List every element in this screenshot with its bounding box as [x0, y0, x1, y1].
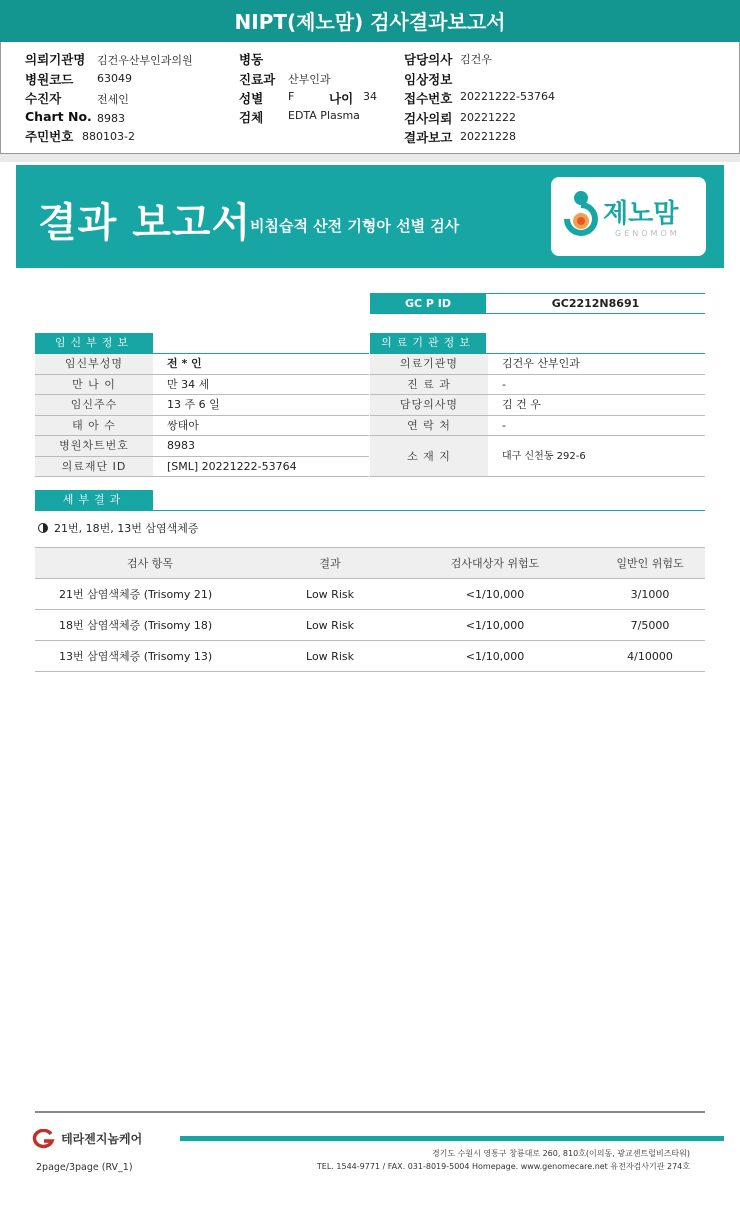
- table-cell: <1/10,000: [395, 579, 595, 610]
- info-value: 8983: [167, 439, 195, 452]
- info-value: 만 34 세: [167, 377, 210, 391]
- info-value: -: [502, 377, 506, 391]
- info-key: 의료기관명: [370, 354, 488, 374]
- result-banner: [16, 165, 724, 268]
- info-row: [35, 395, 369, 416]
- header-value: 63049: [97, 72, 132, 85]
- info-value: -: [502, 418, 506, 432]
- report-title: NIPT(제노맘) 검사결과보고서: [0, 0, 740, 42]
- info-value: 김 건 우: [502, 398, 541, 411]
- clinic-info-table: [370, 354, 705, 478]
- footer-divider: [35, 1111, 705, 1113]
- table-cell: Low Risk: [265, 610, 395, 641]
- header-label: 나이: [329, 91, 354, 106]
- info-row: [370, 375, 705, 396]
- info-key: 의료재단 ID: [35, 457, 153, 477]
- table-cell: 4/10000: [595, 641, 705, 672]
- header-label: 수진자: [25, 91, 62, 106]
- table-row: [35, 610, 705, 641]
- info-row: [370, 354, 705, 375]
- table-cell: Low Risk: [265, 579, 395, 610]
- table-cell: 13번 삼염색체증 (Trisomy 13): [35, 641, 265, 672]
- logo-text: 제노맘: [603, 199, 679, 229]
- header-value: EDTA Plasma: [288, 109, 360, 122]
- column-header: 검사대상자 위험도: [395, 548, 595, 579]
- info-value: 쌍태아: [167, 418, 199, 432]
- table-cell: <1/10,000: [395, 641, 595, 672]
- info-key: 병원차트번호: [35, 436, 153, 456]
- info-row: [370, 395, 705, 416]
- header-label: 진료과: [239, 72, 276, 87]
- info-value: 13 주 6 일: [167, 398, 220, 411]
- header-label: 병원코드: [25, 72, 74, 87]
- header-value: 880103-2: [82, 130, 135, 143]
- info-value: 전 * 인: [167, 357, 202, 370]
- logo-subtext: GENOMOM: [615, 229, 680, 238]
- mother-baby-icon: [561, 189, 601, 241]
- info-key: 진 료 과: [370, 375, 488, 395]
- header-value: 20221222-53764: [460, 90, 555, 103]
- info-row: [35, 457, 369, 478]
- info-key: 소 재 지: [370, 436, 488, 476]
- header-value: 8983: [97, 112, 125, 125]
- column-header: 결과: [265, 548, 395, 579]
- header-value: 전세인: [97, 93, 129, 106]
- table-cell: <1/10,000: [395, 610, 595, 641]
- result-table: [35, 547, 705, 672]
- patient-info-heading: 임신부정보: [35, 333, 153, 353]
- info-key: 연 락 처: [370, 416, 488, 436]
- header-label: 담당의사: [404, 52, 453, 67]
- info-row: [35, 354, 369, 375]
- header-value: 20221228: [460, 130, 516, 143]
- table-cell: 18번 삼염색체증 (Trisomy 18): [35, 610, 265, 641]
- info-value: [SML] 20221222-53764: [167, 459, 297, 473]
- header-label: 검사의뢰: [404, 111, 453, 126]
- gcpid-value: GC2212N8691: [486, 293, 705, 314]
- table-row: [35, 641, 705, 672]
- header-label: 결과보고: [404, 130, 453, 145]
- table-row: [35, 579, 705, 610]
- column-header: 검사 항목: [35, 548, 265, 579]
- company-g-icon: [32, 1129, 56, 1149]
- table-header-row: [35, 548, 705, 579]
- column-header: 일반인 위험도: [595, 548, 705, 579]
- header-label: 의뢰기관명: [25, 52, 86, 67]
- info-key: 임신부성명: [35, 354, 153, 374]
- banner-title: 결과 보고서: [38, 200, 252, 246]
- genomom-logo: [551, 177, 706, 256]
- section-line: [35, 510, 705, 511]
- header-label: 성별: [239, 91, 264, 106]
- company-name: 테라젠지놈케어: [61, 1132, 143, 1146]
- detail-heading: 세부결과: [35, 490, 153, 510]
- info-key: 만 나 이: [35, 375, 153, 395]
- header-value: 34: [363, 90, 377, 103]
- header-value: F: [288, 90, 295, 103]
- table-cell: 7/5000: [595, 610, 705, 641]
- footer-address: 경기도 수원시 영통구 창룡대로 260, 810호(이의동, 광교센트럴비즈타워): [431, 1149, 690, 1158]
- clinic-info-heading: 의료기관정보: [370, 333, 486, 353]
- detail-bullet-text: 21번, 18번, 13번 삼염색체증: [54, 522, 199, 535]
- header-label: Chart No.: [25, 109, 92, 124]
- footer-contact: TEL. 1544-9771 / FAX. 031-8019-5004 Homepage. www.genomecare.net 유전자검사기관 274호: [316, 1162, 690, 1171]
- half-circle-icon: [38, 523, 48, 533]
- info-key: 태 아 수: [35, 416, 153, 436]
- header-value: 김건우: [460, 53, 492, 66]
- detail-bullet: [38, 520, 198, 536]
- info-row: [35, 436, 369, 457]
- company-logo: [32, 1128, 142, 1148]
- header-label: 접수번호: [404, 91, 453, 106]
- header-label: 임상정보: [404, 72, 453, 87]
- header-divider: [0, 154, 740, 162]
- gcpid-label: GC P ID: [370, 293, 486, 314]
- page-number: 2page/3page (RV_1): [36, 1162, 133, 1173]
- header-label: 병동: [239, 52, 264, 67]
- info-row: [370, 416, 705, 437]
- banner-subtitle: 비침습적 산전 기형아 선별 검사: [250, 217, 460, 235]
- header-info-panel: [0, 42, 740, 154]
- table-cell: Low Risk: [265, 641, 395, 672]
- table-cell: 21번 삼염색체증 (Trisomy 21): [35, 579, 265, 610]
- header-value: 산부인과: [288, 73, 331, 86]
- info-row: [35, 375, 369, 396]
- header-label: 주민번호: [25, 129, 74, 144]
- patient-info-table: [35, 354, 369, 478]
- header-value: 20221222: [460, 111, 516, 124]
- info-value: 대구 신천동 292-6: [502, 451, 586, 462]
- info-key: 담당의사명: [370, 395, 488, 415]
- info-row: [35, 416, 369, 437]
- header-label: 검체: [239, 110, 264, 125]
- table-cell: 3/1000: [595, 579, 705, 610]
- info-key: 임신주수: [35, 395, 153, 415]
- info-row: [370, 436, 705, 477]
- header-value: 김건우산부인과의원: [97, 54, 193, 67]
- info-value: 김건우 산부인과: [502, 357, 580, 370]
- footer-accent-bar: [180, 1136, 724, 1141]
